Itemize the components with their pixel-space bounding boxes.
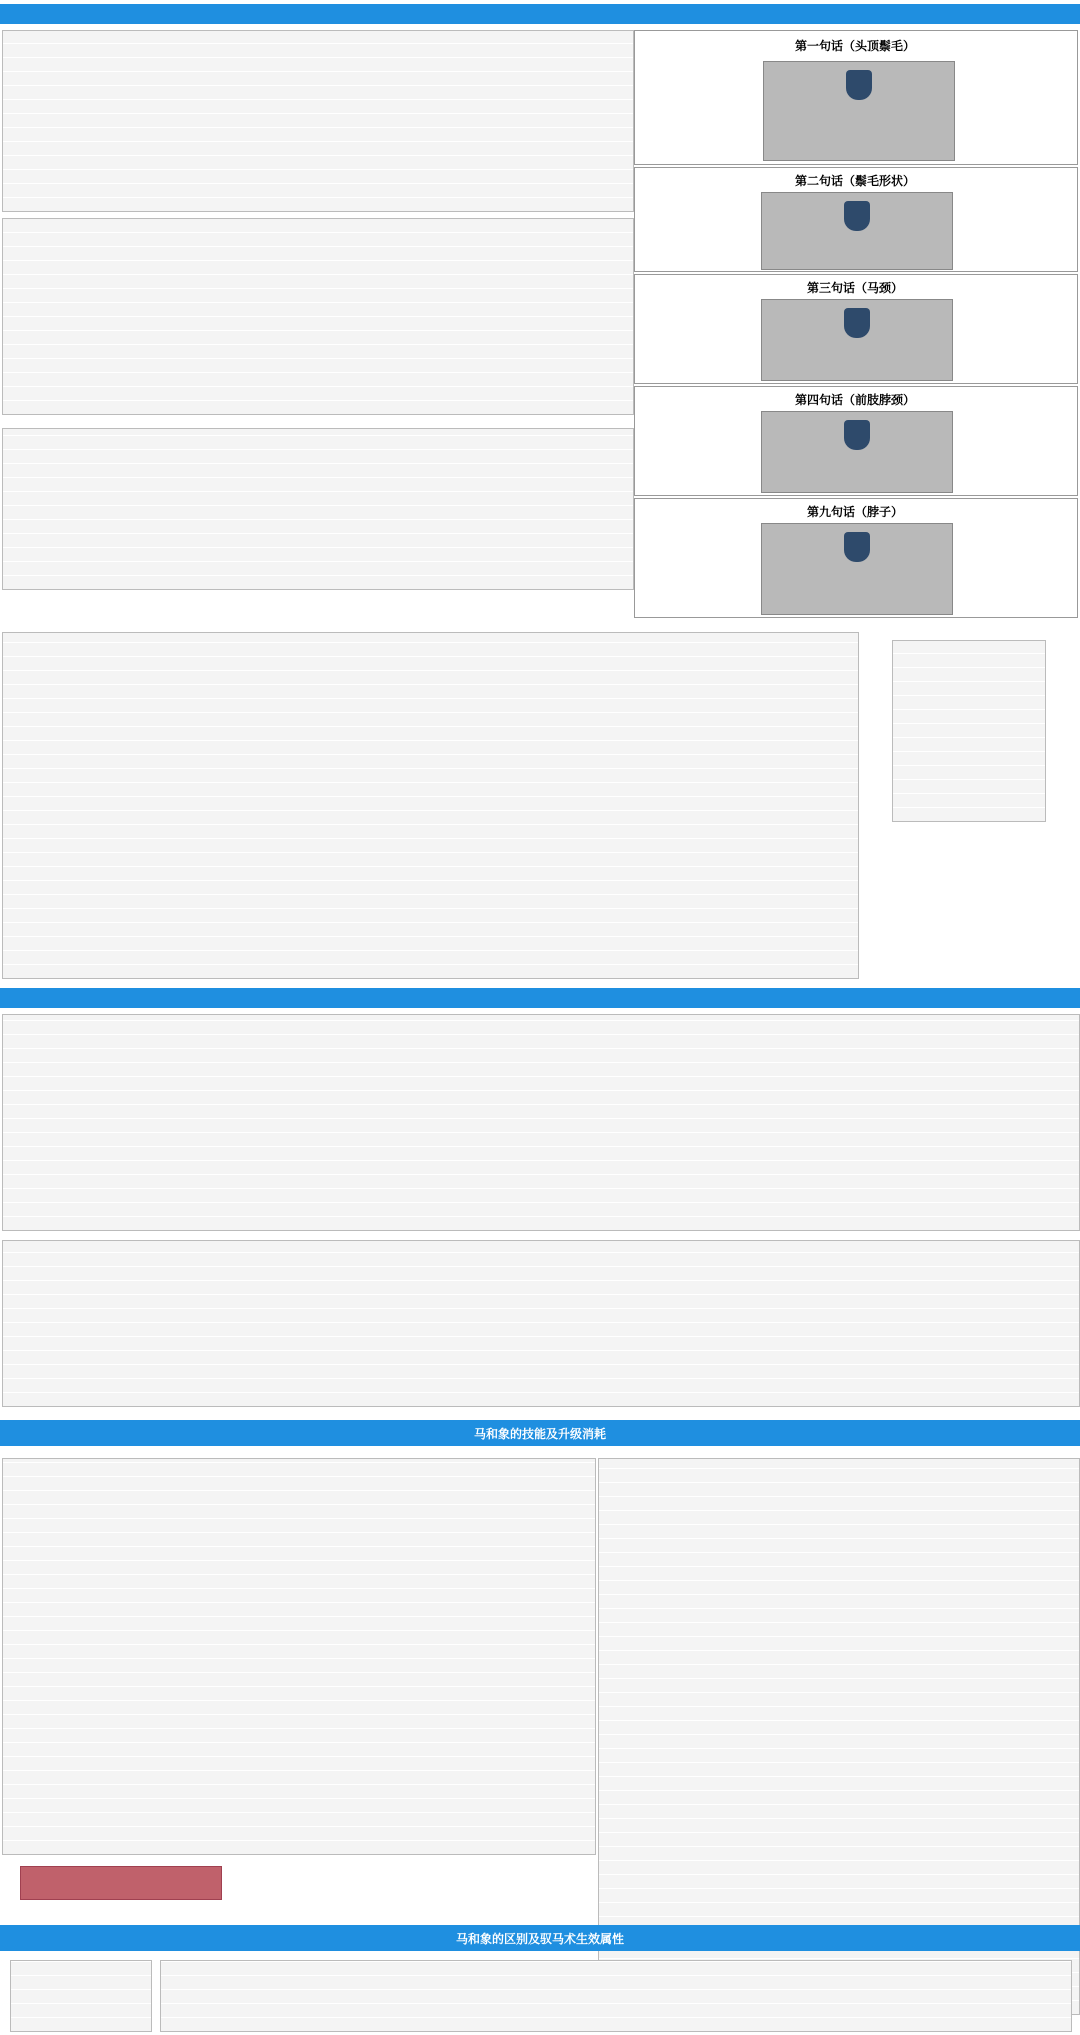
hint-screenshot bbox=[761, 523, 953, 615]
hint-panel-5 bbox=[634, 498, 1078, 618]
skills-section-banner bbox=[0, 1420, 1080, 1446]
identification-table-2 bbox=[2, 218, 634, 415]
hint-screenshot bbox=[761, 299, 953, 381]
hint-panel-title: 第四句话（前肢脖颈） bbox=[794, 393, 915, 407]
hint-panel-3 bbox=[634, 274, 1078, 384]
hint-panel-title: 第三句话（马颈） bbox=[806, 281, 903, 295]
hint-screenshot bbox=[761, 192, 953, 270]
hint-panel-title: 第一句话（头顶鬃毛） bbox=[794, 39, 915, 53]
identification-table-1 bbox=[2, 30, 634, 212]
hint-screenshot bbox=[761, 411, 953, 493]
hint-panel-title: 第九句话（脖子） bbox=[806, 505, 903, 519]
side-note-table bbox=[892, 640, 1046, 822]
feed-tables-row-2 bbox=[2, 1240, 1080, 1407]
shield-icon bbox=[844, 201, 870, 231]
bottom-section-banner bbox=[0, 1925, 1080, 1951]
shield-icon bbox=[846, 70, 872, 100]
attribute-table bbox=[10, 1960, 152, 2032]
hint-panel-4 bbox=[634, 386, 1078, 496]
shield-icon bbox=[844, 532, 870, 562]
hint-panel-2 bbox=[634, 167, 1078, 272]
round-table bbox=[2, 632, 859, 979]
shield-icon bbox=[844, 308, 870, 338]
attribute-notes bbox=[160, 1960, 1072, 2032]
section-title: 马和象的技能及升级消耗 bbox=[473, 1426, 606, 1441]
hint-screenshot bbox=[763, 61, 955, 161]
note-box bbox=[20, 1866, 222, 1900]
feed-tables-row-1 bbox=[2, 1014, 1080, 1231]
hint-panel-1 bbox=[634, 30, 1078, 165]
hint-panel-title: 第二句话（鬃毛形状） bbox=[794, 174, 915, 188]
top-banner bbox=[0, 4, 1080, 24]
section-title: 马和象的区别及驭马术生效属性 bbox=[455, 1931, 624, 1946]
feed-section-banner bbox=[0, 988, 1080, 1008]
shield-icon bbox=[844, 420, 870, 450]
identification-table-3 bbox=[2, 428, 634, 590]
skills-table bbox=[2, 1458, 596, 1855]
